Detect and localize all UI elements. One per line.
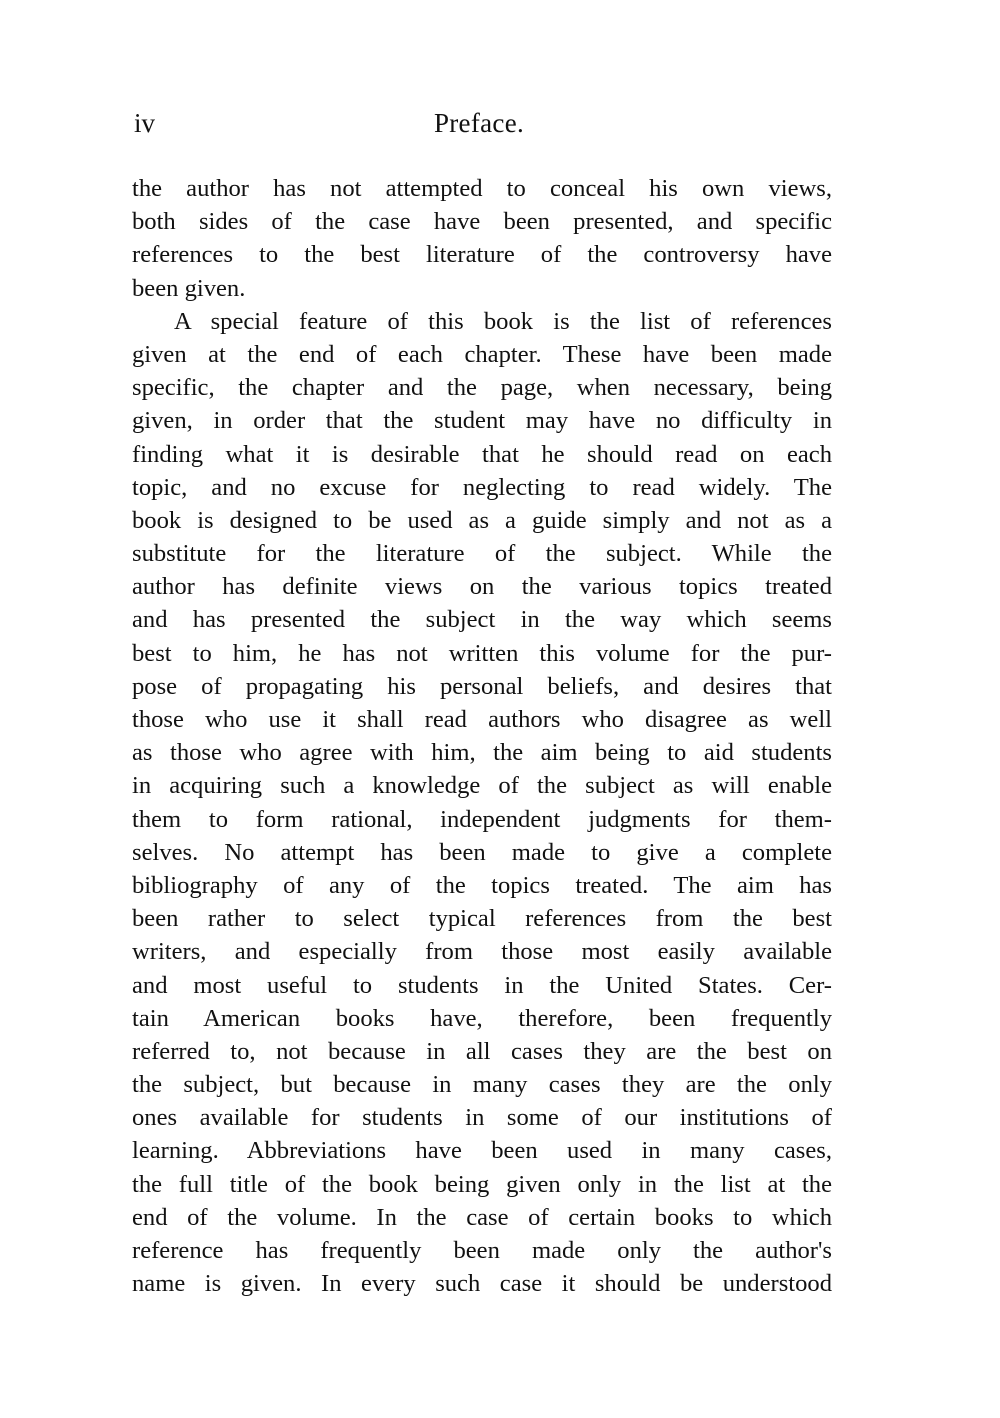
text-line: the full title of the book being given only in the list at the [132, 1170, 832, 1198]
text-line: the author has not attempted to conceal his own views, [132, 175, 832, 202]
text-line: been rather to select typical references from the best [132, 905, 832, 933]
text-line: A special feature of this book is the list of references [174, 307, 832, 335]
text-line: writers, and especially from those most easily available [132, 938, 832, 966]
text-line: and has presented the subject in the way which seems [132, 606, 832, 634]
text-line: tain American books have, therefore, been frequently [132, 1004, 832, 1032]
text-line: bibliography of any of the topics treated. The aim has [132, 871, 832, 899]
text-line: as those who agree with him, the aim being to aid students [132, 739, 832, 767]
text-line: them to form rational, independent judgments for them- [132, 805, 832, 833]
text-line: in acquiring such a knowledge of the subject as will enable [132, 772, 832, 800]
text-line: substitute for the literature of the subject. While the [132, 540, 832, 568]
text-line: the subject, but because in many cases they are the only [132, 1071, 832, 1099]
text-line: end of the volume. In the case of certain books to which [132, 1203, 832, 1231]
text-line: author has definite views on the various topics treated [132, 573, 832, 601]
text-line: specific, the chapter and the page, when necessary, being [132, 374, 832, 402]
text-line: both sides of the case have been presented, and specific [132, 208, 832, 236]
text-line: name is given. In every such case it should be understood [132, 1270, 832, 1298]
text-line: given at the end of each chapter. These have been made [132, 340, 832, 368]
text-line: learning. Abbreviations have been used in many cases, [132, 1137, 832, 1165]
text-line: topic, and no excuse for neglecting to read widely. The [132, 473, 832, 501]
text-line: referred to, not because in all cases they are the best on [132, 1037, 832, 1065]
text-line: reference has frequently been made only the author's [132, 1237, 832, 1264]
text-line: references to the best literature of the controversy have [132, 241, 832, 269]
body-text [132, 172, 832, 1300]
text-line: pose of propagating his personal beliefs, and desires that [132, 672, 832, 700]
page-header [134, 108, 834, 148]
text-line: selves. No attempt has been made to give a complete [132, 838, 832, 866]
text-line: ones available for students in some of our institutions of [132, 1104, 832, 1132]
text-line: best to him, he has not written this volume for the pur- [132, 639, 832, 667]
text-line: book is designed to be used as a guide simply and not as a [132, 506, 832, 534]
text-line: been given. [132, 274, 246, 302]
text-line: and most useful to students in the United States. Cer- [132, 971, 832, 999]
text-line: given, in order that the student may have no difficulty in [132, 407, 832, 435]
running-title: Preface. [433, 108, 525, 138]
text-line: finding what it is desirable that he should read on each [132, 440, 832, 468]
text-line: those who use it shall read authors who disagree as well [132, 706, 832, 733]
page-number: iv [134, 108, 156, 138]
